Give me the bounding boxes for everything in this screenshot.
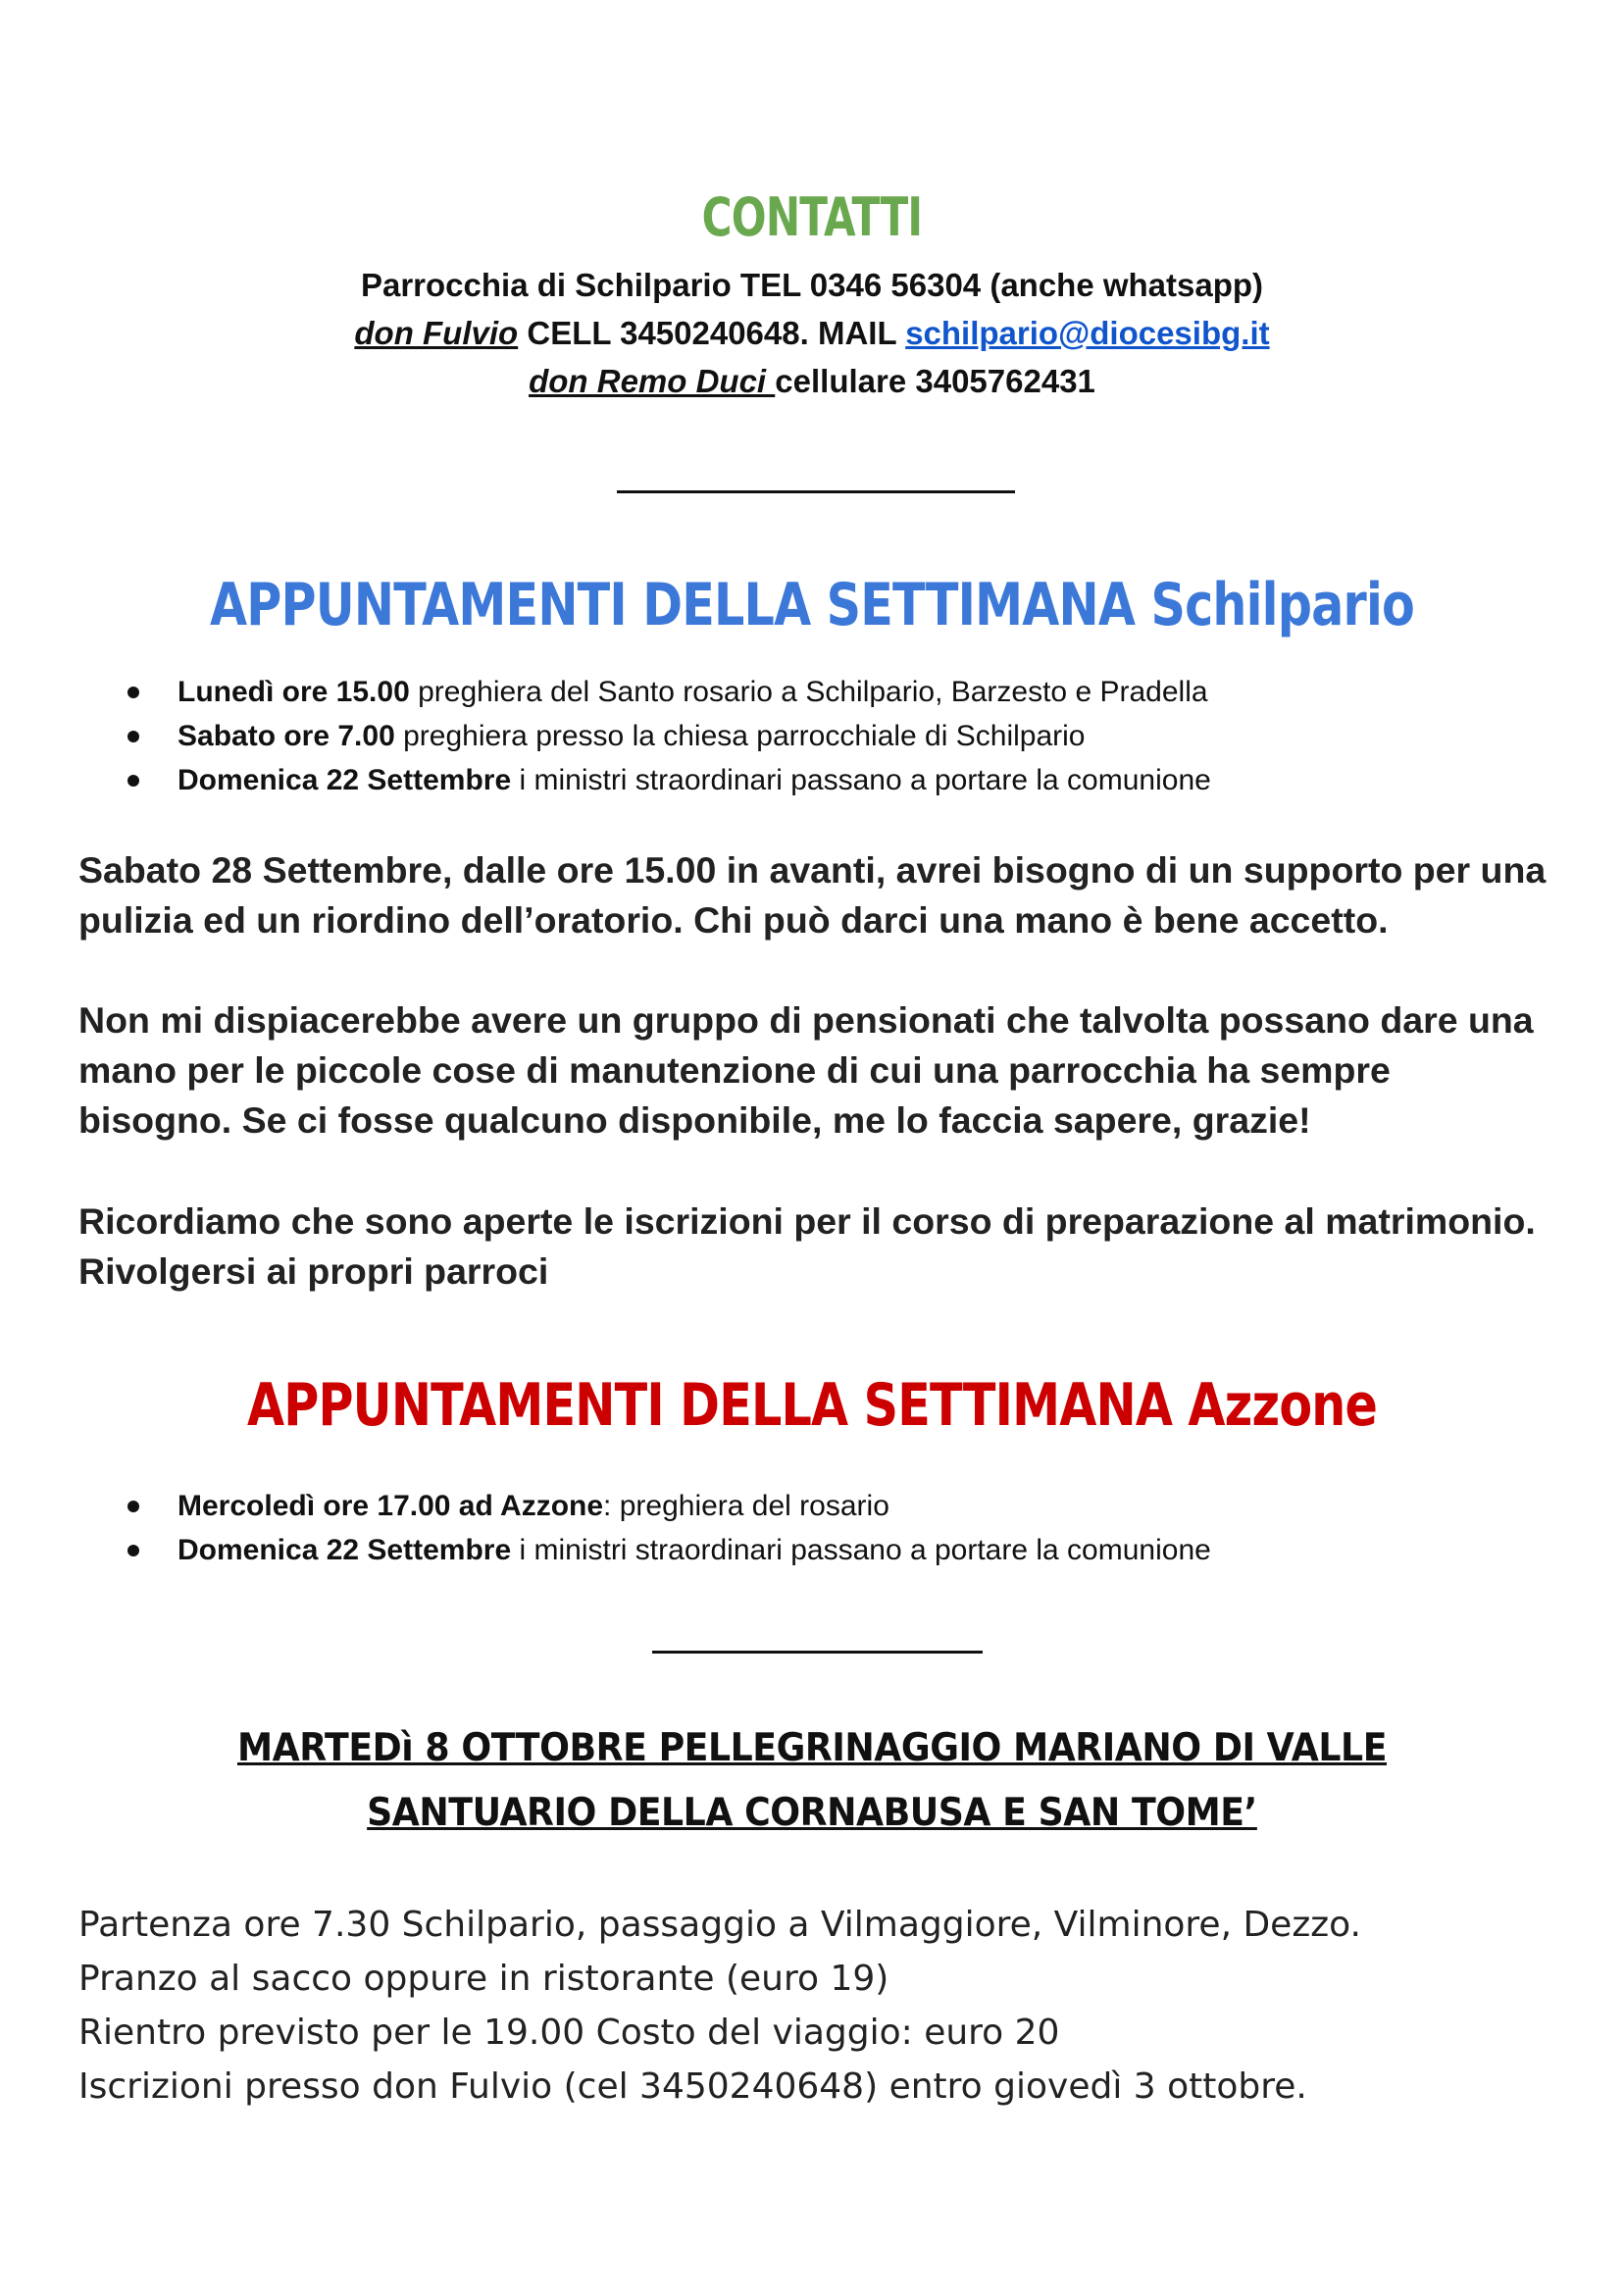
azzone-heading: APPUNTAMENTI DELLA SETTIMANA Azzone xyxy=(246,1371,1378,1440)
don-fulvio-name[interactable]: don Fulvio xyxy=(354,315,519,351)
parish-phone-text: Parrocchia di Schilpario TEL 0346 56304 (anche whatsapp) xyxy=(360,267,1264,303)
appointment-text: preghiera presso la chiesa parrocchiale di Schilpario xyxy=(394,720,1086,752)
lunch-line: Pranzo al sacco oppure in ristorante (euro 19) xyxy=(78,1959,889,1999)
departure-line: Partenza ore 7.30 Schilpario, passaggio a Vilmaggiore, Vilminore, Dezzo. xyxy=(78,1905,1361,1945)
appointment-time: Sabato ore 7.00 xyxy=(178,720,395,752)
schilpario-appointments-list xyxy=(127,670,1549,802)
don-fulvio-cell-text: CELL 3450240648. MAIL xyxy=(518,315,906,351)
list-item xyxy=(127,714,1549,758)
section-divider xyxy=(652,1651,983,1654)
schilpario-heading: APPUNTAMENTI DELLA SETTIMANA Schilpario xyxy=(209,571,1414,639)
azzone-appointments-list xyxy=(127,1484,1549,1572)
pilgrimage-details xyxy=(78,1898,1549,2114)
registration-line: Iscrizioni presso don Fulvio (cel 3450240648) entro giovedì 3 ottobre. xyxy=(78,2066,1307,2107)
appointment-time: Mercoledì ore 17.00 ad Azzone xyxy=(178,1490,604,1522)
appointment-text: i ministri straordinari passano a portare la comunione xyxy=(511,1534,1211,1566)
list-item xyxy=(127,758,1549,802)
contacts-don-remo-line xyxy=(0,363,1624,400)
appointment-time: Domenica 22 Settembre xyxy=(178,764,512,796)
oratorio-cleaning-paragraph: Sabato 28 Settembre, dalle ore 15.00 in avanti, avrei bisogno di un supporto per una pulizia ed un riordino dell’oratorio. Chi può darci una mano è bene accetto. xyxy=(78,849,1547,941)
section-divider xyxy=(617,490,1015,493)
marriage-course-paragraph: Ricordiamo che sono aperte le iscrizioni per il corso di preparazione al matrimonio. Rivolgersi ai propri parroci xyxy=(78,1200,1536,1292)
appointment-time: Lunedì ore 15.00 xyxy=(178,676,410,708)
appointment-time: Domenica 22 Settembre xyxy=(178,1534,512,1566)
appointment-text: preghiera del Santo rosario a Schilpario, Barzesto e Pradella xyxy=(409,676,1208,708)
list-item xyxy=(127,1528,1549,1572)
don-remo-cell-text: cellulare 3405762431 xyxy=(775,363,1095,399)
pilgrimage-title-line1: MARTEDì 8 OTTOBRE PELLEGRINAGGIO MARIANO DI VALLE xyxy=(236,1726,1388,1770)
pilgrimage-title-line2: SANTUARIO DELLA CORNABUSA E SAN TOME’ xyxy=(367,1791,1257,1835)
contacts-parish-line xyxy=(0,267,1624,304)
return-cost-line: Rientro previsto per le 19.00 Costo del viaggio: euro 20 xyxy=(78,2013,1060,2053)
appointment-text: i ministri straordinari passano a portare la comunione xyxy=(511,764,1211,796)
appointment-text: : preghiera del rosario xyxy=(603,1490,889,1522)
don-remo-name[interactable]: don Remo Duci xyxy=(529,363,776,399)
pensioners-help-paragraph: Non mi dispiacerebbe avere un gruppo di pensionati che talvolta possano dare una mano per le piccole cose di manutenzione di cui una parrocchia ha sempre bisogno. Se ci fosse qualcuno disponibile, me lo faccia sapere, grazie! xyxy=(78,999,1534,1141)
list-item xyxy=(127,1484,1549,1528)
list-item xyxy=(127,670,1549,714)
contacts-title: CONTATTI xyxy=(701,186,923,248)
contacts-don-fulvio-line xyxy=(0,315,1624,352)
email-link[interactable]: schilpario@diocesibg.it xyxy=(905,315,1270,351)
